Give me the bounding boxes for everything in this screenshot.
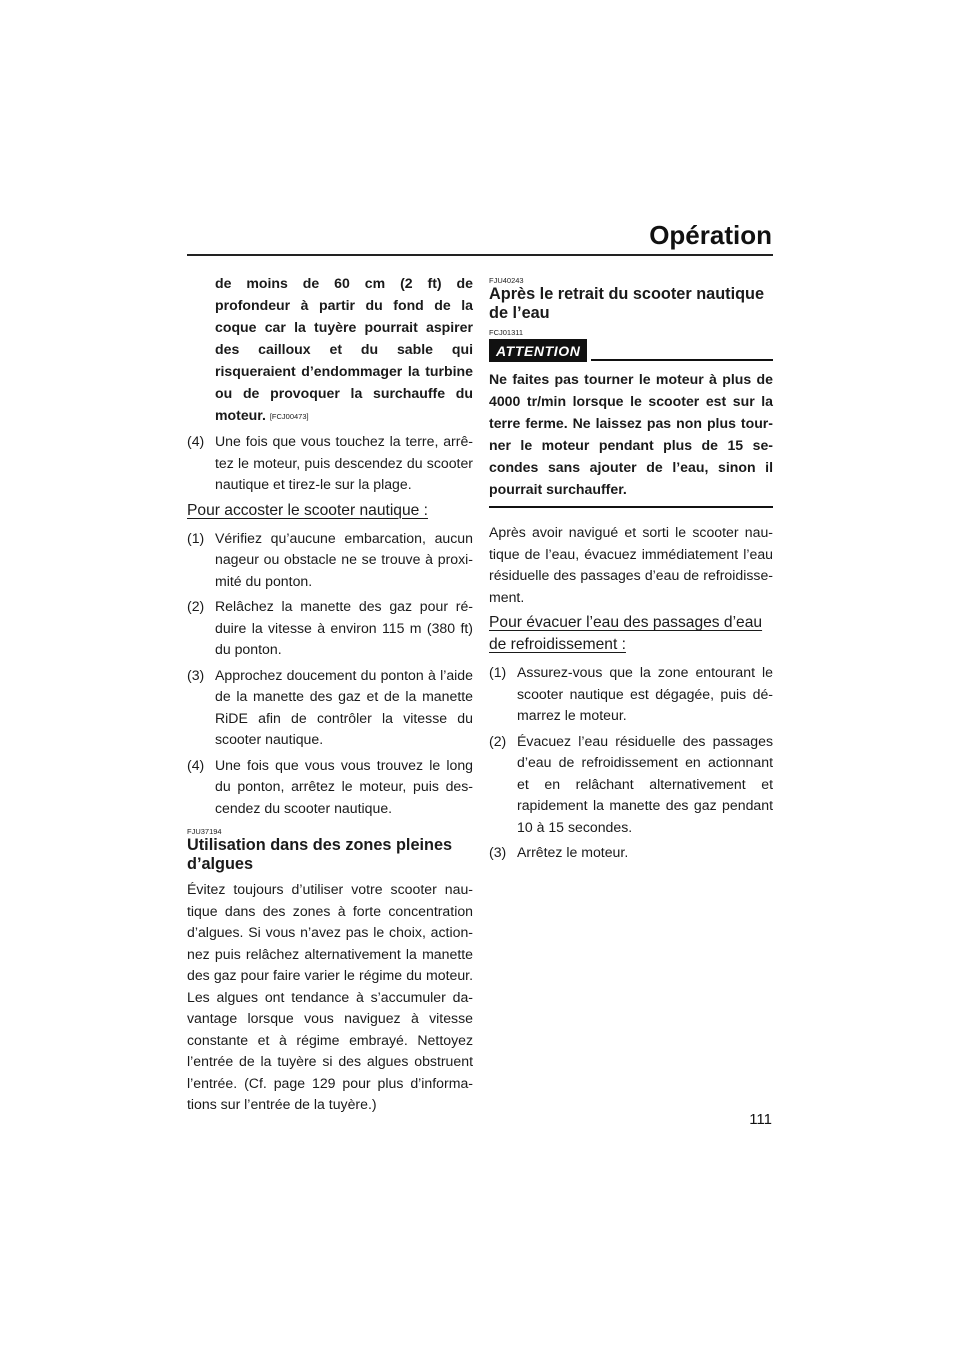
list-item <box>187 665 473 751</box>
section-code: FJU37194 <box>187 827 222 836</box>
attention-header <box>489 339 773 362</box>
warning-continuation-text: de moins de 60 cm (2 ft) de profondeur à partir du fond de la coque car la tuyère pourrait aspirer des cailloux et du sable qui risqueraient d’endommager la turbine ou de provoquer la surchauffe du moteur. <box>215 275 473 423</box>
warning-continuation <box>187 272 473 428</box>
list-item <box>489 662 773 727</box>
list-item-text: Une fois que vous vous trouvez le long du ponton, arrêtez le moteur, puis descendez du scooter nautique. <box>215 756 473 816</box>
list-item <box>489 842 773 864</box>
drain-heading: Pour évacuer l’eau des passages d’eau de refroidissement : <box>489 614 763 653</box>
header-rule <box>187 254 773 256</box>
list-item-number: (4) <box>187 756 205 773</box>
list-item-number: (2) <box>489 732 507 749</box>
list-item-text: Assurez-vous que la zone entourant le scooter nautique est dégagée, puis démarrez le moteur. <box>517 664 773 723</box>
left-column <box>187 272 473 1120</box>
list-item-text: Évacuez l’eau résiduelle des passages d’eau de refroidissement en actionnant et en relâchant alternativement et rapidement la manette des gaz pendant 10 à 15 secondes. <box>517 732 773 835</box>
list-item-text: Arrêtez le moteur. <box>517 844 629 860</box>
list-item-number: (1) <box>187 529 205 546</box>
list-item-number: (2) <box>187 598 205 614</box>
list-item-number: (4) <box>187 433 205 449</box>
list-item-number: (3) <box>489 844 507 860</box>
after-removal-paragraph: Après avoir navigué et sorti le scooter nautique de l’eau, évacuez immédiatement l’eau résiduelle des passages d’eau de refroidissement. <box>489 524 773 605</box>
list-item-text: Une fois que vous touchez la terre, arrêtez le moteur, puis descendez du scooter nautique et tirez-le sur la plage. <box>215 433 473 492</box>
warning-code: [FCJ00473] <box>269 412 309 421</box>
list-item-text: Vérifiez qu’aucune embarcation, aucun nageur ou obstacle ne se trouve à proximité du ponton. <box>215 529 473 589</box>
attention-badge: ATTENTION <box>489 339 587 362</box>
attention-rule <box>591 359 773 361</box>
page-number: 111 <box>749 1111 772 1128</box>
list-item <box>489 731 773 839</box>
attention-end-rule <box>489 506 773 508</box>
attention-text: Ne faites pas tourner le moteur à plus de 4000 tr/min lorsque le scooter est sur la terre ferme. Ne laissez pas non plus tourner le moteur pendant plus de 15 secondes sans ajouter de l’eau, sinon il pourrait surchauffer. <box>489 371 773 497</box>
dock-heading: Pour accoster le scooter nautique : <box>187 501 428 519</box>
right-column <box>489 272 773 868</box>
algae-paragraph: Évitez toujours d’utiliser votre scooter nautique dans des zones à forte concentration d’algues. Si vous n’avez pas le choix, actionnez puis relâchez alternativement la manette des gaz pour faire varier le régime du moteur. Les algues ont tendance à s’accumuler davantage lorsque vous naviguez à vitesse constante et à régime embrayé. Nettoyez l’entrée de la tuyère si des algues obstruent l’entrée. (Cf. page 129 pour plus d’informations sur l’entrée de la tuyère.) <box>187 881 473 1112</box>
section-code: FJU40243 <box>489 276 524 285</box>
page-header-title: Opération <box>649 220 772 250</box>
list-item <box>187 528 473 593</box>
list-item-text: Approchez doucement du ponton à l’aide de la manette des gaz et de la manette RiDE afin de contrôler la vitesse du scooter nautique. <box>215 666 473 747</box>
list-item <box>187 755 473 820</box>
list-item <box>187 596 473 661</box>
attention-code: FCJ01311 <box>489 328 524 337</box>
list-item-text: Relâchez la manette des gaz pour réduire la vitesse à environ 115 m (380 ft) du ponton. <box>215 598 473 657</box>
section-title-algae: Utilisation dans des zones pleines d’algues <box>187 836 453 873</box>
list-item-number: (3) <box>187 666 205 683</box>
list-item <box>187 431 473 496</box>
section-title-after-removal: Après le retrait du scooter nautique de l’eau <box>489 285 765 322</box>
list-item-number: (1) <box>489 664 507 680</box>
